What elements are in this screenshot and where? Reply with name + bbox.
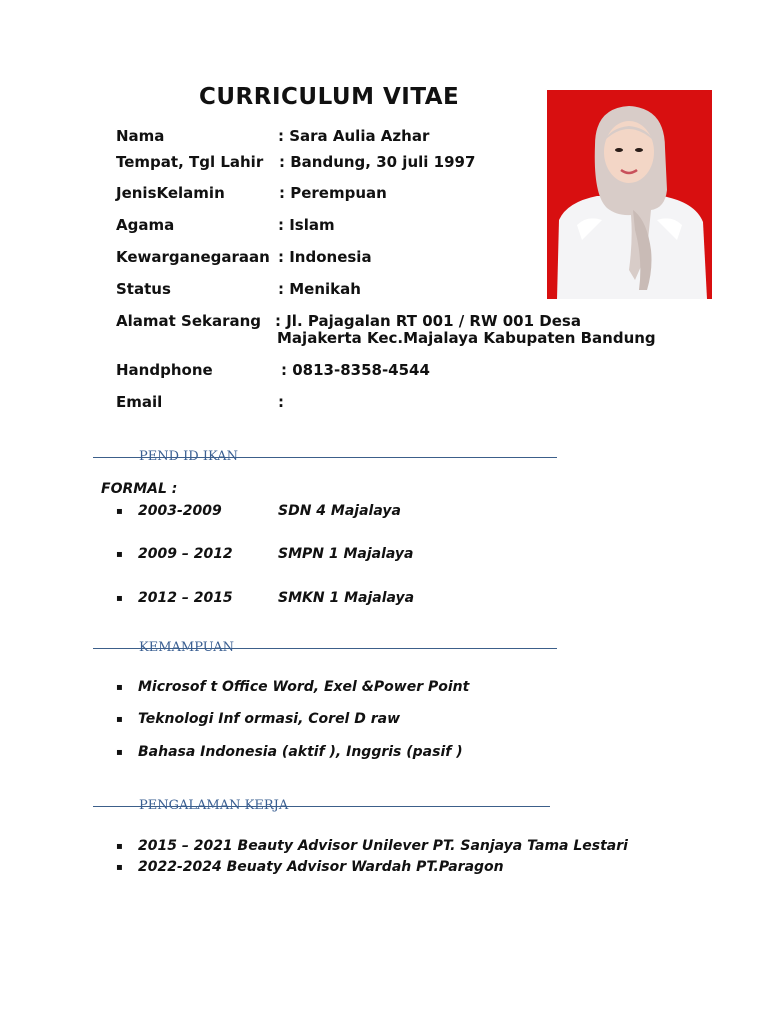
education-school: SMKN 1 Majalaya bbox=[278, 590, 415, 606]
field-value: : Islam bbox=[278, 216, 335, 234]
field-label: Tempat, Tgl Lahir bbox=[116, 153, 264, 171]
field-value: : Jl. Pajagalan RT 001 / RW 001 Desa bbox=[275, 312, 581, 330]
field-value: : Bandung, 30 juli 1997 bbox=[279, 153, 476, 171]
page-title: CURRICULUM VITAE bbox=[199, 84, 460, 110]
field-value: : Sara Aulia Azhar bbox=[278, 127, 430, 145]
field-label: Kewarganegaraan bbox=[116, 248, 270, 266]
bullet-icon: ▪ bbox=[116, 841, 123, 852]
bullet-icon: ▪ bbox=[116, 714, 123, 725]
education-years: 2009 – 2012 bbox=[138, 546, 233, 562]
bullet-icon: ▪ bbox=[116, 862, 123, 873]
bullet-icon: ▪ bbox=[116, 506, 123, 517]
field-label: Agama bbox=[116, 216, 175, 234]
profile-photo bbox=[547, 90, 712, 299]
field-value: : Indonesia bbox=[278, 248, 372, 266]
bullet-icon: ▪ bbox=[116, 682, 123, 693]
field-label: Email bbox=[116, 393, 163, 411]
portrait-illustration bbox=[547, 90, 712, 299]
experience-text: 2015 – 2021 Beauty Advisor Unilever PT. Sanjaya Tama Lestari bbox=[138, 838, 628, 854]
field-value: : Menikah bbox=[278, 280, 361, 298]
section-pengalaman-kerja bbox=[93, 798, 550, 814]
skill-text: Teknologi Inf ormasi, Corel D raw bbox=[138, 711, 401, 727]
field-value: : 0813-8358-4544 bbox=[281, 361, 430, 379]
bullet-icon: ▪ bbox=[116, 593, 123, 604]
skill-text: Microsof t Office Word, Exel &Power Point bbox=[138, 679, 470, 695]
education-school: SDN 4 Majalaya bbox=[278, 503, 401, 519]
education-school: SMPN 1 Majalaya bbox=[278, 546, 414, 562]
bullet-icon: ▪ bbox=[116, 747, 123, 758]
field-label: Nama bbox=[116, 127, 165, 145]
field-label: Handphone bbox=[116, 361, 213, 379]
education-years: 2003-2009 bbox=[138, 503, 222, 519]
field-label: Status bbox=[116, 280, 171, 298]
formal-label: FORMAL : bbox=[101, 481, 178, 497]
field-value-continued: Majakerta Kec.Majalaya Kabupaten Bandung bbox=[277, 329, 656, 347]
field-value: : bbox=[278, 393, 284, 411]
field-label: JenisKelamin bbox=[116, 184, 225, 202]
field-label: Alamat Sekarang bbox=[116, 312, 262, 330]
field-value: : Perempuan bbox=[279, 184, 387, 202]
skill-text: Bahasa Indonesia (aktif ), Inggris (pasif ) bbox=[138, 744, 463, 760]
bullet-icon: ▪ bbox=[116, 549, 123, 560]
section-kemampuan bbox=[93, 640, 557, 656]
section-pendidikan bbox=[93, 449, 557, 465]
section-heading: KEMAMPUAN bbox=[139, 640, 235, 655]
education-years: 2012 – 2015 bbox=[138, 590, 233, 606]
section-heading: PENGALAMAN KERJA bbox=[139, 798, 289, 813]
experience-text: 2022-2024 Beuaty Advisor Wardah PT.Paragon bbox=[138, 859, 504, 875]
section-heading: PEND ID IKAN bbox=[139, 449, 238, 464]
